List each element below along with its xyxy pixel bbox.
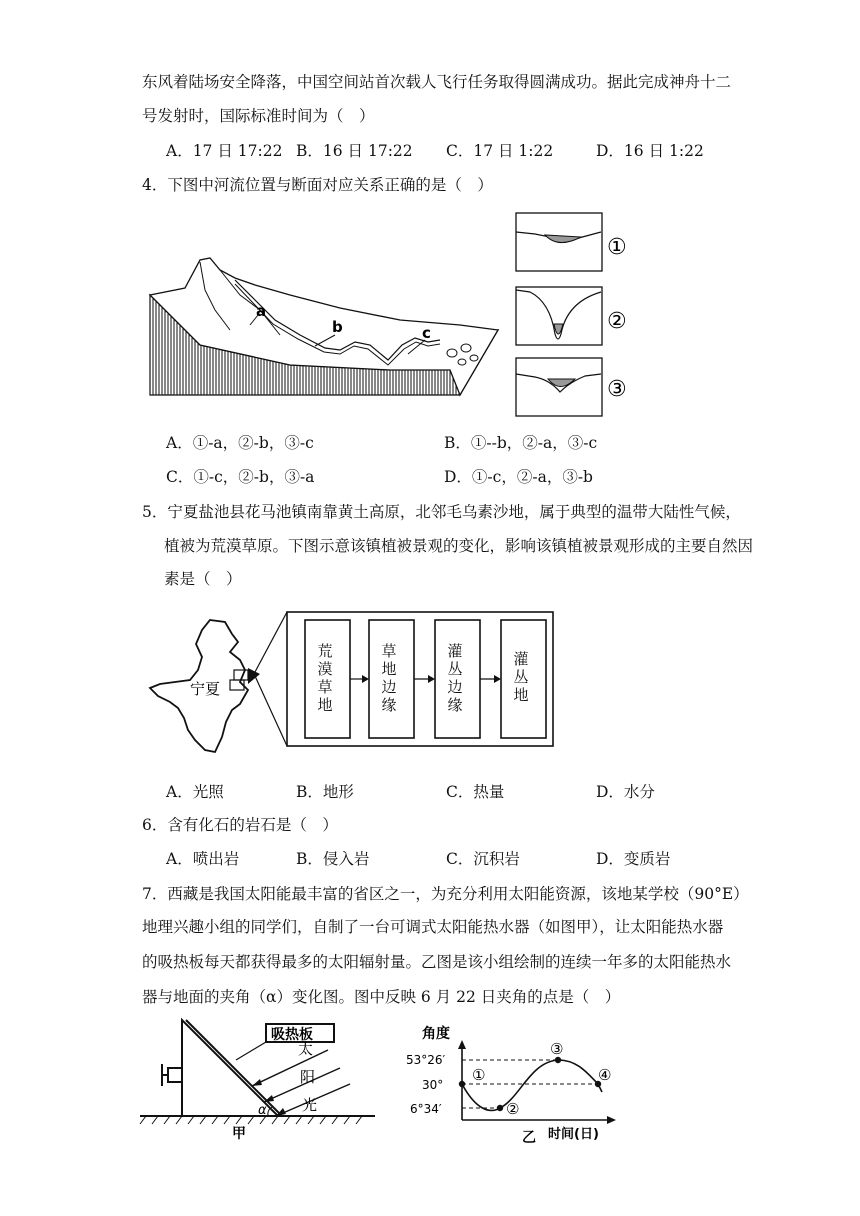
angle-alpha: α xyxy=(258,1103,267,1118)
q3-line-1: 东风着陆场安全降落，中国空间站首次载人飞行任务取得圆满成功。据此完成神舟十二 xyxy=(142,73,732,91)
point-2: ② xyxy=(506,1100,520,1118)
section-2-number: ② xyxy=(607,309,627,334)
q5-line-3: 素是（ ） xyxy=(164,570,242,588)
q5-option-d: D．水分 xyxy=(596,783,655,801)
q7-line-1: 7．西藏是我国太阳能最丰富的省区之一，为充分利用太阳能资源，该地某学校（90°E） xyxy=(142,885,749,903)
plate-label: 吸热板 xyxy=(271,1027,313,1043)
q6-option-d: D．变质岩 xyxy=(596,850,671,868)
q7-line-3: 的吸热板每天都获得最多的太阳辐射量。乙图是该小组绘制的连续一年多的太阳能热水 xyxy=(142,953,732,971)
angle-change-chart xyxy=(392,1022,632,1146)
q4-terrain-figure xyxy=(140,250,510,400)
q6-option-c: C．沉积岩 xyxy=(446,850,520,868)
ytick-mid: 30° xyxy=(422,1078,444,1092)
q5-option-b: B．地形 xyxy=(296,783,354,801)
point-3: ③ xyxy=(550,1040,564,1058)
y-axis-label: 角度 xyxy=(422,1026,450,1042)
q4-cross-sections xyxy=(515,212,635,417)
q3-option-d: D．16 日 1:22 xyxy=(596,142,704,160)
stage-1: 荒漠草地 xyxy=(317,642,333,714)
q3-option-c: C．17 日 1:22 xyxy=(446,142,554,160)
q3-line-2: 号发射时，国际标准时间为（ ） xyxy=(142,107,375,125)
sun-char-2: 阳 xyxy=(300,1068,316,1086)
section-3-number: ③ xyxy=(607,377,627,402)
sun-char-3: 光 xyxy=(302,1096,318,1114)
q3-option-a: A．17 日 17:22 xyxy=(166,142,283,160)
q5-option-c: C．热量 xyxy=(446,783,505,801)
stage-4: 灌丛地 xyxy=(513,650,529,704)
q4-option-b: B．①--b，②-a，③-c xyxy=(444,434,598,452)
ytick-min: 6°34′ xyxy=(410,1102,442,1116)
q5-option-a: A．光照 xyxy=(166,783,224,801)
q4-option-d: D．①-c，②-a，③-b xyxy=(444,468,593,486)
label-b: b xyxy=(332,318,343,336)
stage-2: 草地边缘 xyxy=(381,642,397,714)
q7-line-2: 地理兴趣小组的同学们，自制了一台可调式太阳能热水器（如图甲），让太阳能热水器 xyxy=(142,918,724,936)
q5-line-1: 5．宁夏盐池县花马池镇南靠黄土高原，北邻毛乌素沙地，属于典型的温带大陆性气候， xyxy=(142,503,741,521)
sun-char-1: 太 xyxy=(298,1040,314,1058)
solar-heater-figure xyxy=(140,1016,380,1142)
q4-option-c: C．①-c，②-b，③-a xyxy=(166,468,315,486)
fig-jia-caption: 甲 xyxy=(232,1126,246,1142)
point-4: ④ xyxy=(598,1066,612,1084)
q3-option-b: B．16 日 17:22 xyxy=(296,142,413,160)
label-c: c xyxy=(422,324,431,342)
x-axis-label: 时间(日) xyxy=(548,1127,599,1142)
label-a: a xyxy=(256,302,267,320)
section-1-number: ① xyxy=(607,235,627,260)
q4-option-a: A．①-a，②-b，③-c xyxy=(166,434,314,452)
vegetation-flow-chart xyxy=(255,610,555,750)
q6-stem: 6．含有化石的岩石是（ ） xyxy=(142,816,338,834)
q5-line-2: 植被为荒漠草原。下图示意该镇植被景观的变化，影响该镇植被景观形成的主要自然因 xyxy=(164,537,754,555)
q4-stem: 4．下图中河流位置与断面对应关系正确的是（ ） xyxy=(142,176,493,194)
region-name: 宁夏 xyxy=(190,680,221,698)
stage-3: 灌丛边缘 xyxy=(447,642,463,714)
q6-option-b: B．侵入岩 xyxy=(296,850,370,868)
q7-line-4: 器与地面的夹角（α）变化图。图中反映 6 月 22 日夹角的点是（ ） xyxy=(142,988,621,1006)
point-1: ① xyxy=(472,1066,486,1084)
ytick-max: 53°26′ xyxy=(406,1053,446,1067)
q6-option-a: A．喷出岩 xyxy=(166,850,240,868)
fig-yi-caption: 乙 xyxy=(522,1130,536,1146)
